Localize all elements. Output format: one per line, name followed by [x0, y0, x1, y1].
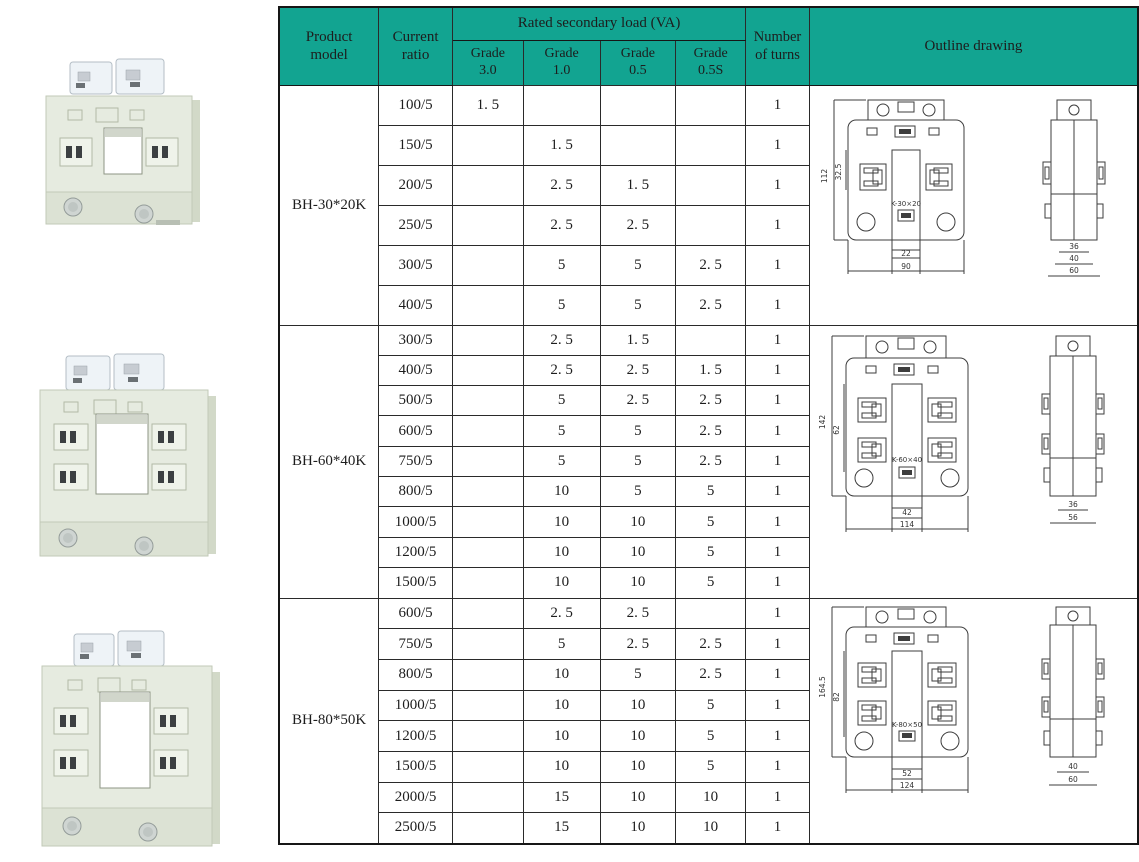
grade-cell: 10: [523, 721, 600, 752]
grade-cell: 5: [523, 285, 600, 325]
turns-cell: 1: [746, 537, 810, 567]
ratio-cell: 1200/5: [379, 537, 453, 567]
grade-cell: 10: [600, 782, 676, 813]
header-number-of-turns: Number of turns: [746, 7, 810, 85]
grade-cell: 5: [523, 416, 600, 446]
outline-drawing-1-icon: [810, 86, 1137, 324]
grade-cell: [453, 477, 524, 507]
core-size-label: K-60×40: [891, 455, 922, 464]
grade-cell: [453, 721, 524, 752]
grade-cell: [453, 416, 524, 446]
grade-cell: [453, 629, 524, 660]
grade-cell: 15: [523, 813, 600, 844]
ct-photo-large-icon: [18, 626, 242, 856]
dim-side-1: 36: [1068, 499, 1078, 509]
grade-cell: 2. 5: [676, 629, 746, 660]
grade-cell: 5: [600, 285, 676, 325]
grade-cell: 2. 5: [600, 355, 676, 385]
ratio-cell: 800/5: [379, 477, 453, 507]
grade-cell: 5: [523, 629, 600, 660]
grade-cell: 1. 5: [453, 85, 524, 125]
grade-cell: 5: [676, 751, 746, 782]
dim-side-1: 40: [1068, 761, 1078, 771]
turns-cell: 1: [746, 245, 810, 285]
grade-cell: [453, 751, 524, 782]
ct-photo-small-icon: [18, 52, 238, 232]
turns-cell: 1: [746, 568, 810, 598]
turns-cell: 1: [746, 386, 810, 416]
grade-cell: 2. 5: [523, 355, 600, 385]
grade-cell: 2. 5: [600, 386, 676, 416]
ratio-cell: 750/5: [379, 446, 453, 476]
grade-cell: 5: [600, 477, 676, 507]
turns-cell: 1: [746, 325, 810, 355]
grade-cell: 10: [523, 659, 600, 690]
ratio-cell: 250/5: [379, 205, 453, 245]
core-size-label: K-80×50: [891, 720, 922, 729]
turns-cell: 1: [746, 629, 810, 660]
grade-cell: 1. 5: [676, 355, 746, 385]
grade-cell: [453, 125, 524, 165]
outline-drawing-bh-30-20k: [809, 85, 1138, 325]
product-photo-bh-80-50k: [18, 626, 242, 856]
grade-cell: 5: [600, 416, 676, 446]
ratio-cell: 200/5: [379, 165, 453, 205]
dim-front-height: 142: [817, 414, 827, 429]
ratio-cell: 500/5: [379, 386, 453, 416]
grade-cell: 10: [676, 782, 746, 813]
grade-cell: 15: [523, 782, 600, 813]
ratio-cell: 600/5: [379, 416, 453, 446]
grade-cell: 10: [523, 751, 600, 782]
turns-cell: 1: [746, 285, 810, 325]
grade-cell: [453, 245, 524, 285]
grade-cell: 1. 5: [600, 325, 676, 355]
spec-table: [278, 6, 1139, 845]
grade-cell: 5: [600, 659, 676, 690]
ratio-cell: 2500/5: [379, 813, 453, 844]
ratio-cell: 100/5: [379, 85, 453, 125]
dim-front-height: 164.5: [817, 675, 827, 698]
turns-cell: 1: [746, 416, 810, 446]
grade-cell: 10: [600, 507, 676, 537]
turns-cell: 1: [746, 782, 810, 813]
turns-cell: 1: [746, 721, 810, 752]
grade-cell: [453, 325, 524, 355]
dim-front-height: 112: [819, 168, 829, 184]
grade-cell: 2. 5: [600, 205, 676, 245]
turns-cell: 1: [746, 85, 810, 125]
grade-cell: [453, 598, 524, 629]
header-rated-secondary-load: Rated secondary load (VA): [453, 7, 746, 40]
grade-cell: 1. 5: [523, 125, 600, 165]
ratio-cell: 2000/5: [379, 782, 453, 813]
grade-cell: [676, 205, 746, 245]
turns-cell: 1: [746, 125, 810, 165]
header-grade-3-0: Grade 3.0: [453, 40, 524, 85]
grade-cell: 2. 5: [523, 325, 600, 355]
grade-cell: 5: [676, 568, 746, 598]
product-photo-bh-60-40k: [16, 350, 240, 564]
turns-cell: 1: [746, 165, 810, 205]
header-current-ratio: Current ratio: [379, 7, 453, 85]
grade-cell: [676, 125, 746, 165]
grade-cell: 2. 5: [676, 285, 746, 325]
turns-cell: 1: [746, 446, 810, 476]
dim-side-1: 36: [1069, 242, 1079, 251]
dim-side-2: 40: [1069, 254, 1079, 263]
ratio-cell: 1000/5: [379, 690, 453, 721]
grade-cell: [453, 537, 524, 567]
header-grade-0-5: Grade 0.5: [600, 40, 676, 85]
turns-cell: 1: [746, 690, 810, 721]
ratio-cell: 1200/5: [379, 721, 453, 752]
grade-cell: 10: [600, 813, 676, 844]
product-model-label: BH-30*20K: [279, 85, 379, 325]
dim-side-3: 60: [1069, 266, 1079, 275]
header-grade-1-0: Grade 1.0: [523, 40, 600, 85]
ratio-cell: 750/5: [379, 629, 453, 660]
ratio-cell: 1500/5: [379, 751, 453, 782]
ratio-cell: 1000/5: [379, 507, 453, 537]
grade-cell: 5: [676, 690, 746, 721]
grade-cell: 10: [600, 721, 676, 752]
grade-cell: 10: [600, 751, 676, 782]
dim-front-width: 90: [901, 262, 911, 271]
grade-cell: [453, 446, 524, 476]
grade-cell: 5: [676, 507, 746, 537]
grade-cell: 10: [523, 537, 600, 567]
ratio-cell: 300/5: [379, 245, 453, 285]
grade-cell: 5: [523, 446, 600, 476]
grade-cell: 2. 5: [523, 165, 600, 205]
outline-drawing-bh-60-40k: [809, 325, 1138, 598]
grade-cell: 10: [600, 568, 676, 598]
grade-cell: [453, 659, 524, 690]
grade-cell: [453, 813, 524, 844]
grade-cell: 2. 5: [523, 598, 600, 629]
grade-cell: 2. 5: [676, 245, 746, 285]
dim-front-width: 124: [899, 780, 915, 790]
header-outline-drawing: Outline drawing: [809, 7, 1138, 85]
grade-cell: [453, 507, 524, 537]
grade-cell: [676, 165, 746, 205]
grade-cell: [600, 85, 676, 125]
grade-cell: 5: [676, 477, 746, 507]
grade-cell: 2. 5: [523, 205, 600, 245]
grade-cell: 5: [676, 721, 746, 752]
grade-cell: 10: [600, 537, 676, 567]
grade-cell: 10: [676, 813, 746, 844]
grade-cell: 5: [600, 446, 676, 476]
grade-cell: 5: [523, 386, 600, 416]
grade-cell: 5: [600, 245, 676, 285]
dim-window-height: 62: [831, 424, 841, 435]
grade-cell: [676, 85, 746, 125]
ratio-cell: 300/5: [379, 325, 453, 355]
grade-cell: [453, 165, 524, 205]
ratio-cell: 800/5: [379, 659, 453, 690]
turns-cell: 1: [746, 507, 810, 537]
grade-cell: 10: [523, 507, 600, 537]
dim-window-width: 22: [901, 249, 911, 258]
dim-side-2: 60: [1068, 774, 1078, 784]
outline-drawing-2-icon: [810, 326, 1137, 598]
grade-cell: [453, 690, 524, 721]
grade-cell: [676, 325, 746, 355]
outline-drawing-bh-80-50k: [809, 598, 1138, 844]
grade-cell: [600, 125, 676, 165]
ratio-cell: 150/5: [379, 125, 453, 165]
turns-cell: 1: [746, 477, 810, 507]
core-size-label: K-30×20: [890, 200, 921, 208]
grade-cell: 10: [523, 690, 600, 721]
grade-cell: [453, 205, 524, 245]
grade-cell: 2. 5: [600, 598, 676, 629]
ct-photo-medium-icon: [16, 350, 240, 564]
grade-cell: [676, 598, 746, 629]
grade-cell: 10: [523, 477, 600, 507]
grade-cell: 2. 5: [600, 629, 676, 660]
outline-drawing-3-icon: [810, 599, 1137, 843]
grade-cell: [453, 386, 524, 416]
product-model-label: BH-60*40K: [279, 325, 379, 598]
dim-side-2: 56: [1068, 512, 1078, 522]
turns-cell: 1: [746, 205, 810, 245]
product-photo-bh-30-20k: [18, 52, 238, 232]
dim-front-width: 114: [899, 519, 915, 529]
ratio-cell: 400/5: [379, 285, 453, 325]
grade-cell: 1. 5: [600, 165, 676, 205]
grade-cell: 2. 5: [676, 446, 746, 476]
grade-cell: 10: [600, 690, 676, 721]
grade-cell: 2. 5: [676, 659, 746, 690]
ratio-cell: 400/5: [379, 355, 453, 385]
dim-window-height: 82: [831, 691, 841, 702]
ratio-cell: 1500/5: [379, 568, 453, 598]
dim-window-width: 42: [902, 507, 912, 517]
grade-cell: [453, 782, 524, 813]
ratio-cell: 600/5: [379, 598, 453, 629]
grade-cell: 5: [676, 537, 746, 567]
header-product-model: Product model: [279, 7, 379, 85]
dim-window-width: 52: [902, 768, 912, 778]
grade-cell: 5: [523, 245, 600, 285]
grade-cell: 2. 5: [676, 416, 746, 446]
product-model-label: BH-80*50K: [279, 598, 379, 844]
grade-cell: 10: [523, 568, 600, 598]
grade-cell: [523, 85, 600, 125]
grade-cell: [453, 285, 524, 325]
turns-cell: 1: [746, 751, 810, 782]
dim-window-height: 32.5: [833, 163, 843, 181]
turns-cell: 1: [746, 659, 810, 690]
turns-cell: 1: [746, 598, 810, 629]
turns-cell: 1: [746, 355, 810, 385]
grade-cell: 2. 5: [676, 386, 746, 416]
grade-cell: [453, 568, 524, 598]
grade-cell: [453, 355, 524, 385]
header-grade-0-5s: Grade 0.5S: [676, 40, 746, 85]
turns-cell: 1: [746, 813, 810, 844]
